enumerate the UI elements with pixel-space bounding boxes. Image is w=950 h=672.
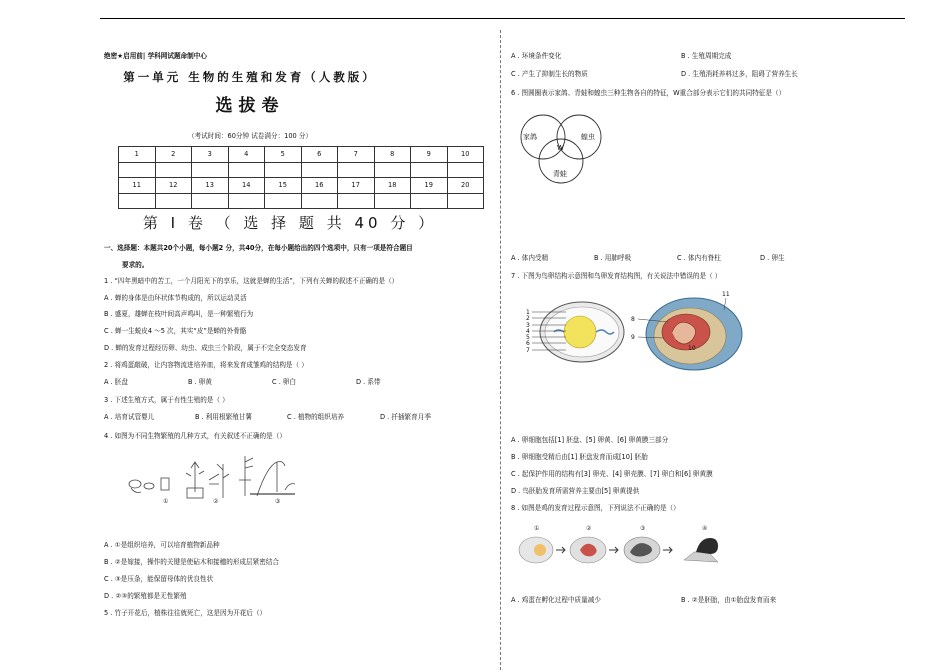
grid-number: 17 <box>338 178 375 194</box>
answer-cell <box>119 193 156 209</box>
grid-number: 16 <box>301 178 338 194</box>
q7-option-c: C . 起保护作用的结构有[3] 卵壳、[4] 卵壳膜、[7] 卵白和[6] 卵黄膜 <box>511 470 713 478</box>
propagation-methods-figure <box>125 450 305 506</box>
grid-number: 2 <box>155 147 192 163</box>
exam-title: 选拔卷 <box>215 96 285 116</box>
q4-option-b: B . ②是嫁接，操作的关键是使砧木和接穗的形成层紧密结合 <box>104 558 279 566</box>
egg-label: 1 <box>526 309 530 316</box>
q2-option-d: D . 系带 <box>356 378 381 386</box>
instructions: 一、选择题：本题共20个小题，每小题2 分，共40分，在每小题给出的四个选项中，只有一项是符合题目 <box>104 244 413 252</box>
answer-cell <box>411 162 448 178</box>
egg-label: 5 <box>526 334 530 341</box>
figure-label: ② <box>213 498 219 505</box>
chicken-development-figure <box>516 520 731 570</box>
answer-cell <box>228 162 265 178</box>
answer-cell <box>447 193 484 209</box>
header-rule <box>100 18 905 19</box>
q1-option-c: C . 蝉一生蜕皮4 ～5 次，其实“皮”是蝉的外骨骼 <box>104 327 247 335</box>
q7-option-b: B . 卵细胞受精后由[1] 胚盘发育而成[10] 胚胎 <box>511 453 648 461</box>
egg-development-figure <box>628 288 748 378</box>
grid-number: 9 <box>411 147 448 163</box>
venn-label: 家鸽 <box>523 133 537 141</box>
grid-number: 19 <box>411 178 448 194</box>
answer-cell <box>155 162 192 178</box>
q6-stem: 6 . 图圆圈表示家鸽、青蛙和蝗虫三种生物各自的特征，W重合部分表示它们的共同特征是（） <box>511 89 786 97</box>
section-heading: 第 Ⅰ 卷 （ 选 择 题 共 40 分 ） <box>142 214 438 232</box>
q2-option-c: C . 卵白 <box>272 378 297 386</box>
q5-option-d: D . 生殖消耗养料过多，阻碍了营养生长 <box>681 70 798 78</box>
q3-stem: 3 . 下述生殖方式，属于有性生殖的是（ ） <box>104 396 229 404</box>
q4-option-c: C . ③是压条，能保留母体的优良性状 <box>104 575 214 583</box>
q5-option-a: A . 环境条件变化 <box>511 52 562 60</box>
q7-stem: 7 . 下图为鸟卵结构示意图和鸟卵发育结构图，有关说法中错误的是（ ） <box>511 272 722 280</box>
answer-cell <box>447 162 484 178</box>
answer-cell <box>192 193 229 209</box>
answer-cell <box>265 162 302 178</box>
instructions-cont: 要求的。 <box>122 261 149 269</box>
q6-option-d: D . 卵生 <box>760 254 785 262</box>
q8-option-b: B . ②是胚胎，由①胎盘发育而来 <box>681 596 777 604</box>
answer-cell <box>411 193 448 209</box>
answer-grid <box>118 146 484 209</box>
egg-label: 7 <box>526 347 530 354</box>
q2-option-b: B . 卵黄 <box>188 378 212 386</box>
answer-cell <box>265 193 302 209</box>
answer-cell <box>155 193 192 209</box>
unit-subtitle: 第一单元 生物的生殖和发育（人教版） <box>123 70 377 84</box>
egg-label: 10 <box>688 345 696 352</box>
q1-option-b: B . 盛夏，雄蝉在枝叶间高声鸣叫，是一种繁殖行为 <box>104 310 254 318</box>
venn-diagram <box>513 106 613 190</box>
egg-label: 2 <box>526 315 530 322</box>
egg-label: 6 <box>526 340 530 347</box>
q8-option-a: A . 鸡蛋在孵化过程中质量减少 <box>511 596 601 604</box>
grid-number: 13 <box>192 178 229 194</box>
q3-option-d: D . 扦插繁育月季 <box>380 413 431 421</box>
grid-number: 7 <box>338 147 375 163</box>
q3-option-a: A . 培育试管婴儿 <box>104 413 155 421</box>
grid-number: 14 <box>228 178 265 194</box>
figure-label: ③ <box>275 498 281 505</box>
q5-option-b: B . 生殖周期完成 <box>681 52 732 60</box>
q1-stem: 1 . “四年黑暗中的苦工，一个月阳光下的享乐，这就是蝉的生活”，下列有关蝉的叙述不正确的是（） <box>104 277 399 285</box>
q5-stem: 5 . 竹子开花后，植株往往就死亡，这是因为开花后（） <box>104 609 267 617</box>
venn-label: 蝗虫 <box>581 133 595 141</box>
q8-stem: 8 . 如图是鸡的发育过程示意图，下列说法不正确的是（） <box>511 504 680 512</box>
q4-option-a: A . ①是组织培养，可以培育植物新品种 <box>104 541 220 549</box>
q7-option-d: D . 鸟胚胎发育所需营养主要由[5] 卵黄提供 <box>511 487 640 495</box>
egg-label: 8 <box>631 316 635 323</box>
answer-cell <box>374 162 411 178</box>
grid-number: 18 <box>374 178 411 194</box>
answer-cell <box>119 162 156 178</box>
q6-option-b: B . 用肺呼吸 <box>594 254 632 262</box>
q1-option-a: A . 蝉的身体是由环状体节构成的，所以运动灵活 <box>104 294 247 302</box>
egg-label: 4 <box>526 328 530 335</box>
figure-label: ③ <box>640 525 646 532</box>
figure-label: ① <box>534 525 540 532</box>
grid-number: 4 <box>228 147 265 163</box>
grid-number: 5 <box>265 147 302 163</box>
egg-structure-figure <box>526 296 626 366</box>
q6-option-c: C . 体内有脊柱 <box>677 254 721 262</box>
grid-number: 1 <box>119 147 156 163</box>
egg-label: 9 <box>631 334 635 341</box>
grid-number: 3 <box>192 147 229 163</box>
q1-option-d: D . 蝉的发育过程经历卵、幼虫、成虫三个阶段，属于不完全变态发育 <box>104 344 307 352</box>
q7-option-a: A . 卵细胞包括[1] 胚盘、[5] 卵黄、[6] 卵黄膜三部分 <box>511 436 669 444</box>
grid-number: 15 <box>265 178 302 194</box>
q3-option-c: C . 植物的组织培养 <box>287 413 345 421</box>
figure-label: ① <box>163 498 169 505</box>
figure-label: ② <box>586 525 592 532</box>
q4-option-d: D . ②③的繁殖都是无性繁殖 <box>104 592 187 600</box>
q4-stem: 4 . 如图为不同生物繁殖的几种方式，有关叙述不正确的是（） <box>104 432 286 440</box>
answer-cell <box>301 193 338 209</box>
venn-label: W <box>557 144 564 152</box>
grid-number: 11 <box>119 178 156 194</box>
grid-number: 8 <box>374 147 411 163</box>
answer-cell <box>374 193 411 209</box>
answer-cell <box>228 193 265 209</box>
venn-label: 青蛙 <box>553 170 567 178</box>
exam-info: （考试时间：60分钟 试卷满分：100 分） <box>187 132 313 140</box>
grid-number: 12 <box>155 178 192 194</box>
q2-option-a: A . 胚盘 <box>104 378 128 386</box>
q6-option-a: A . 体内受精 <box>511 254 549 262</box>
q3-option-b: B . 利用根繁殖甘薯 <box>195 413 252 421</box>
q2-stem: 2 . 将鸡蛋敲破，让内容物流进培养皿，将来发育成雏鸡的结构是（ ） <box>104 361 308 369</box>
figure-label: ④ <box>702 525 708 532</box>
grid-number: 20 <box>447 178 484 194</box>
grid-number: 6 <box>301 147 338 163</box>
answer-cell <box>301 162 338 178</box>
egg-label: 3 <box>526 322 530 329</box>
q5-option-c: C . 产生了抑制生长的物质 <box>511 70 588 78</box>
answer-cell <box>192 162 229 178</box>
confidential-label: 绝密★启用前| 学科网试题命制中心 <box>104 52 207 60</box>
column-divider <box>500 30 501 670</box>
grid-number: 10 <box>447 147 484 163</box>
answer-cell <box>338 193 375 209</box>
answer-cell <box>338 162 375 178</box>
egg-label: 11 <box>722 291 730 298</box>
